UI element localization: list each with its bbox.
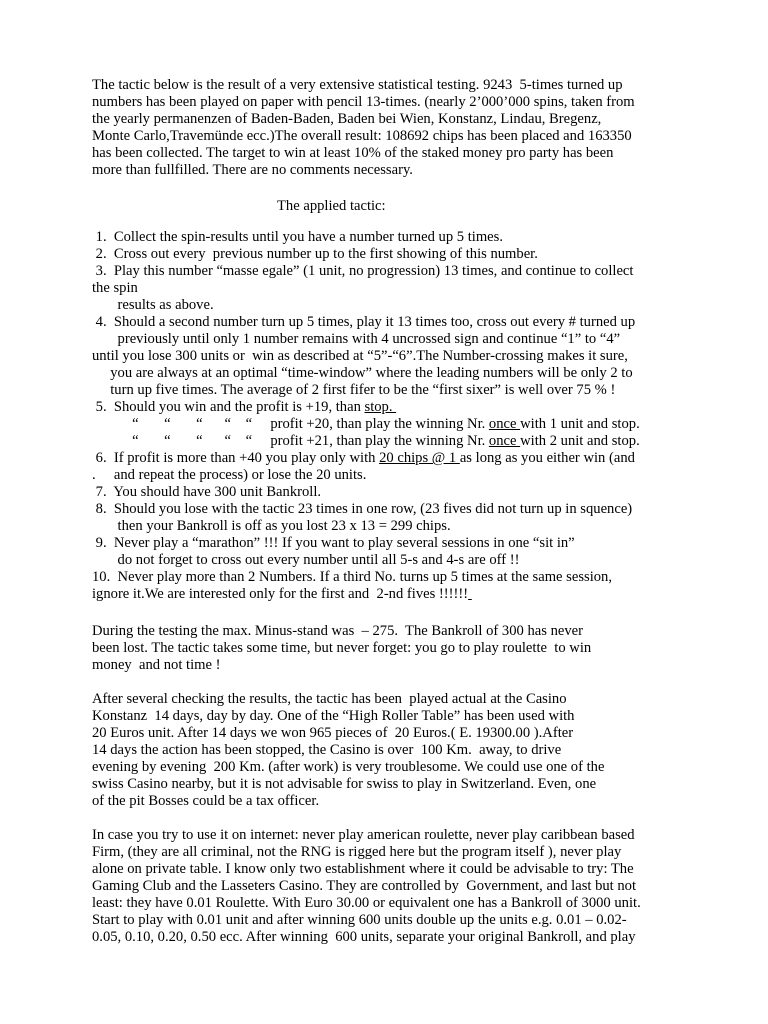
paragraph-line: 20 Euros unit. After 14 days we won 965 pieces of 20 Euros.( E. 19300.00 ).After [92,725,574,741]
list-item: you are always at an optimal “time-window” where the leading numbers will be only 2 to [92,365,633,381]
intro-line: Monte Carlo,Travemünde ecc.)The overall result: 108692 chips has been placed and 163350 [92,128,632,144]
list-item [92,399,396,416]
underlined-text: stop. [364,399,397,415]
list-item [92,433,640,450]
paragraph-line: In case you try to use it on internet: never play american roulette, never play caribbean based [92,827,635,843]
underlined-text: once [488,433,521,449]
list-item: turn up five times. The average of 2 first fifer to be the “first sixer” is well over 75 % ! [92,382,616,398]
paragraph-line: alone on private table. I know only two establishment where it could be advisable to try: The [92,861,634,877]
paragraph-line: 0.05, 0.10, 0.20, 0.50 ecc. After winning 600 units, separate your original Bankroll, and play [92,929,636,945]
list-item: 8. Should you lose with the tactic 23 times in one row, (23 fives did not turn up in squence) [92,501,633,517]
list-item: then your Bankroll is off as you lost 23 x 13 = 299 chips. [92,518,451,534]
list-item: 7. You should have 300 unit Bankroll. [92,484,322,500]
list-item [92,450,635,467]
intro-line: numbers has been played on paper with pencil 13-times. (nearly 2’000’000 spins, taken from [92,94,635,110]
list-item-text: as long as you either win (and [459,450,635,466]
list-item: 9. Never play a “marathon” !!! If you want to play several sessions in one “sit in” [92,535,575,551]
list-item-text: with 2 unit and stop. [520,433,640,449]
list-item: the spin [92,280,138,296]
list-item: 2. Cross out every previous number up to the first showing of this number. [92,246,538,262]
paragraph-line: After several checking the results, the tactic has been played actual at the Casino [92,691,567,707]
intro-line: has been collected. The target to win at least 10% of the staked money pro party has been [92,145,614,161]
section-heading: The applied tactic: [277,198,386,214]
list-item: previously until only 1 number remains with 4 uncrossed sign and continue “1” to “4” [92,331,621,347]
paragraph-line: been lost. The tactic takes some time, but never forget: you go to play roulette to win [92,640,592,656]
list-item-text: “ “ “ “ “ profit +20, than play the winning Nr. [92,416,489,432]
list-item-text: with 1 unit and stop. [520,416,640,432]
paragraph-line: Konstanz 14 days, day by day. One of the “High Roller Table” has been used with [92,708,575,724]
list-item-text: “ “ “ “ “ profit +21, than play the winning Nr. [92,433,489,449]
list-item: . and repeat the process) or lose the 20 units. [92,467,367,483]
list-item-text: 5. Should you win and the profit is +19, than [92,399,365,415]
paragraph-line: Firm, (they are all criminal, not the RNG is rigged here but the program itself ), never play [92,844,622,860]
intro-line: more than fullfilled. There are no comments necessary. [92,162,413,178]
paragraph-line: of the pit Bosses could be a tax officer. [92,793,320,809]
list-item [92,416,640,433]
paragraph-line: least: they have 0.01 Roulette. With Euro 30.00 or equivalent one has a Bankroll of 3000 unit. [92,895,641,911]
list-item-text: 6. If profit is more than +40 you play only with [92,450,380,466]
list-item [92,586,472,603]
list-item: 4. Should a second number turn up 5 times, play it 13 times too, cross out every # turned up [92,314,636,330]
list-item: 1. Collect the spin-results until you have a number turned up 5 times. [92,229,503,245]
intro-line: The tactic below is the result of a very extensive statistical testing. 9243 5-times turned up [92,77,623,93]
paragraph-line: swiss Casino nearby, but it is not advisable for swiss to play in Switzerland. Even, one [92,776,597,792]
list-item-text: ignore it.We are interested only for the first and 2-nd fives !!!!!! [92,586,469,602]
paragraph-line: money and not time ! [92,657,221,673]
paragraph-line: evening by evening 200 Km. (after work) is very troublesome. We could use one of the [92,759,605,775]
list-item: do not forget to cross out every number until all 5-s and 4-s are off !! [92,552,520,568]
underlined-text [468,586,472,602]
paragraph-line: During the testing the max. Minus-stand was – 275. The Bankroll of 300 has never [92,623,583,639]
paragraph-line: Gaming Club and the Lasseters Casino. They are controlled by Government, and last but not [92,878,637,894]
list-item: 10. Never play more than 2 Numbers. If a third No. turns up 5 times at the same session, [92,569,612,585]
list-item: until you lose 300 units or win as described at “5”-“6”.The Number-crossing makes it sure, [92,348,628,364]
list-item: results as above. [92,297,214,313]
underlined-text: once [488,416,521,432]
list-item: 3. Play this number “masse egale” (1 unit, no progression) 13 times, and continue to collect [92,263,634,279]
intro-line: the yearly permanenzen of Baden-Baden, Baden bei Wien, Konstanz, Lindau, Bregenz, [92,111,602,127]
paragraph-line: 14 days the action has been stopped, the Casino is over 100 Km. away, to drive [92,742,562,758]
paragraph-line: Start to play with 0.01 unit and after winning 600 units double up the units e.g. 0.01 – 0.02- [92,912,627,928]
underlined-text: 20 chips @ 1 [379,450,460,466]
